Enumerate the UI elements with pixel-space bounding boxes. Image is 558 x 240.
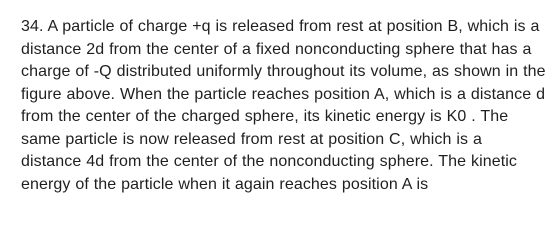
question-text: 34. A particle of charge +q is released from rest at position B, which is a distance 2d from the center of a fixed nonconducting sphere that has a charge of -Q distributed uniformly throughout its volume, as shown in the figure above. When the particle reaches position A, which is a distance d from the center of the charged sphere, its kinetic energy is K0 . The same particle is now released from rest at position C, which is a distance 4d from the center of the nonconducting sphere. The kinetic energy of the particle when it again reaches position A is (21, 18, 546, 193)
